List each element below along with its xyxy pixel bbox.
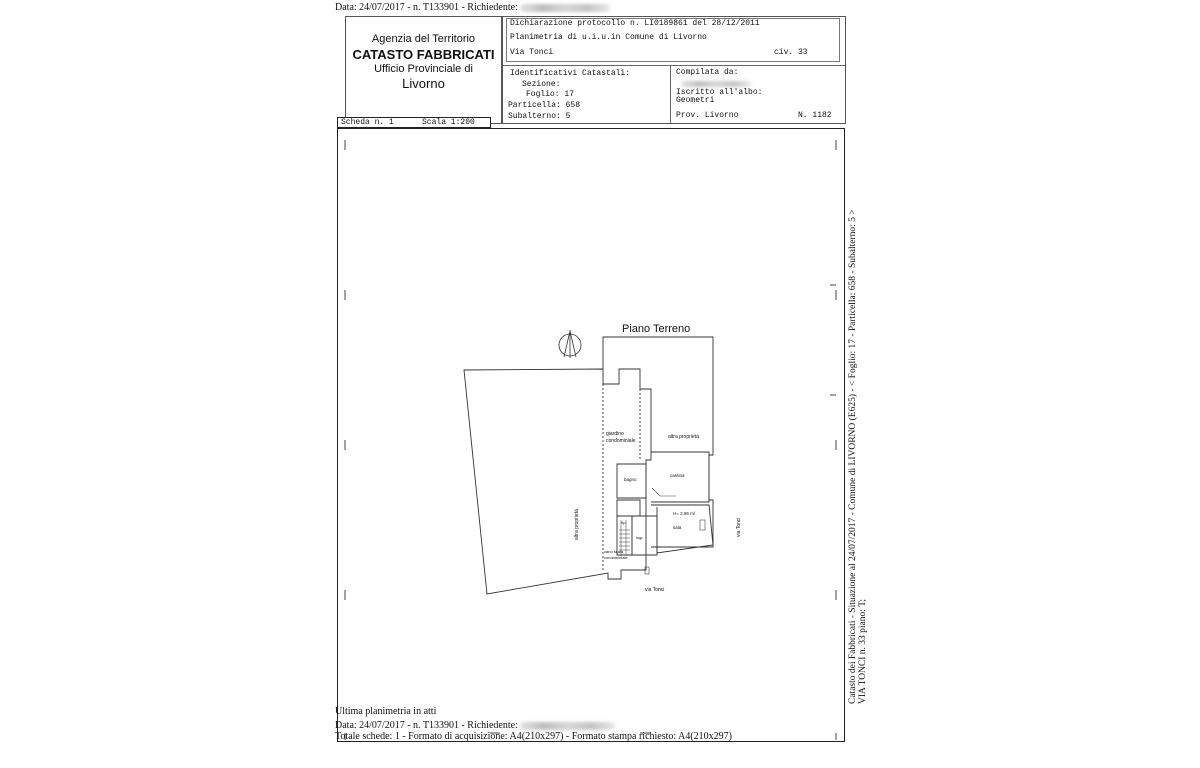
profession-value: Geometri bbox=[676, 96, 715, 105]
door-marks bbox=[645, 488, 705, 574]
street-side-label: via Tonci bbox=[736, 517, 742, 537]
footer-request bbox=[335, 720, 615, 731]
garden-label-2: condominiale bbox=[606, 438, 636, 444]
rip-room bbox=[617, 500, 640, 516]
registration-number: N. 1182 bbox=[798, 111, 832, 120]
ingr-label: ingr. bbox=[636, 535, 644, 540]
side-note-line2: VIA TONCI n. 33 piano: T; bbox=[858, 598, 868, 704]
sezione-label: Sezione: bbox=[522, 80, 561, 89]
footer-request-text: Data: 24/07/2017 - n. T133901 - Richiedente: bbox=[335, 720, 518, 731]
footer-totals: Totale schede: 1 - Formato di acquisizione: A4(210x297) - Formato stampa richiesto: A4(210x297) bbox=[335, 731, 732, 742]
height-label: H= 2.95 ml bbox=[673, 511, 695, 516]
agency-name: Agenzia del Territorio bbox=[371, 33, 476, 45]
foglio-value: Foglio: 17 bbox=[526, 90, 575, 99]
stair-label: vano scala bbox=[604, 549, 624, 554]
office-label: Ufficio Provinciale di bbox=[374, 63, 473, 75]
cantina-label: cantina bbox=[670, 473, 685, 478]
sala-label: sala bbox=[673, 525, 682, 530]
identifiers-title: Identificativi Catastali: bbox=[510, 69, 631, 78]
last-plan-note: Ultima planimetria in atti bbox=[335, 706, 437, 717]
subalterno-value: Subalterno: 5 bbox=[508, 112, 571, 121]
particella-value: Particella: 658 bbox=[508, 101, 581, 110]
side-note-line1: Catasto dei Fabbricati - Situazione al 24/07/2017 - Comune di LIVORNO (E625) - < Foglio: 17 - Particella: 658 - Subalterno: 5 > bbox=[848, 209, 858, 704]
plan-text: Planimetria di u.i.u.in Comune di Livorno bbox=[510, 33, 707, 42]
street-label: via Tonci bbox=[645, 587, 665, 593]
rip-label: rip. bbox=[621, 520, 627, 525]
frame-ticks bbox=[345, 140, 836, 740]
cadastral-side-note bbox=[848, 209, 868, 704]
albo-label: Iscritto all'albo: bbox=[676, 88, 763, 97]
catasto-title: CATASTO FABBRICATI bbox=[352, 47, 495, 62]
compiled-title: Compilata da: bbox=[676, 68, 739, 77]
lot-outline bbox=[464, 369, 651, 594]
province-value: Prov. Livorno bbox=[676, 111, 739, 120]
street-text: Via Tonci bbox=[510, 48, 554, 57]
garden-label: giardino bbox=[606, 431, 624, 437]
north-arrow-icon bbox=[559, 330, 581, 358]
scheda-number: Scheda n. 1 bbox=[341, 118, 394, 127]
redacted-requester bbox=[520, 722, 615, 730]
floor-title: Piano Terreno bbox=[622, 323, 691, 335]
scale-value: Scala 1:200 bbox=[422, 118, 475, 127]
other-property-label: altra proprietà bbox=[668, 434, 699, 440]
stair-label-2: condominiale bbox=[604, 555, 628, 560]
other-property-left-label: altra proprietà bbox=[574, 509, 580, 540]
request-header-text: Data: 24/07/2017 - n. T133901 - Richiedente: bbox=[335, 2, 518, 13]
protocol-text: Dichiarazione protocollo n. LI0189861 del 28/12/2011 bbox=[510, 19, 760, 28]
bagno-label: bagno bbox=[624, 477, 637, 482]
civic-number: civ. 33 bbox=[774, 48, 808, 57]
office-city: Livorno bbox=[402, 76, 445, 91]
